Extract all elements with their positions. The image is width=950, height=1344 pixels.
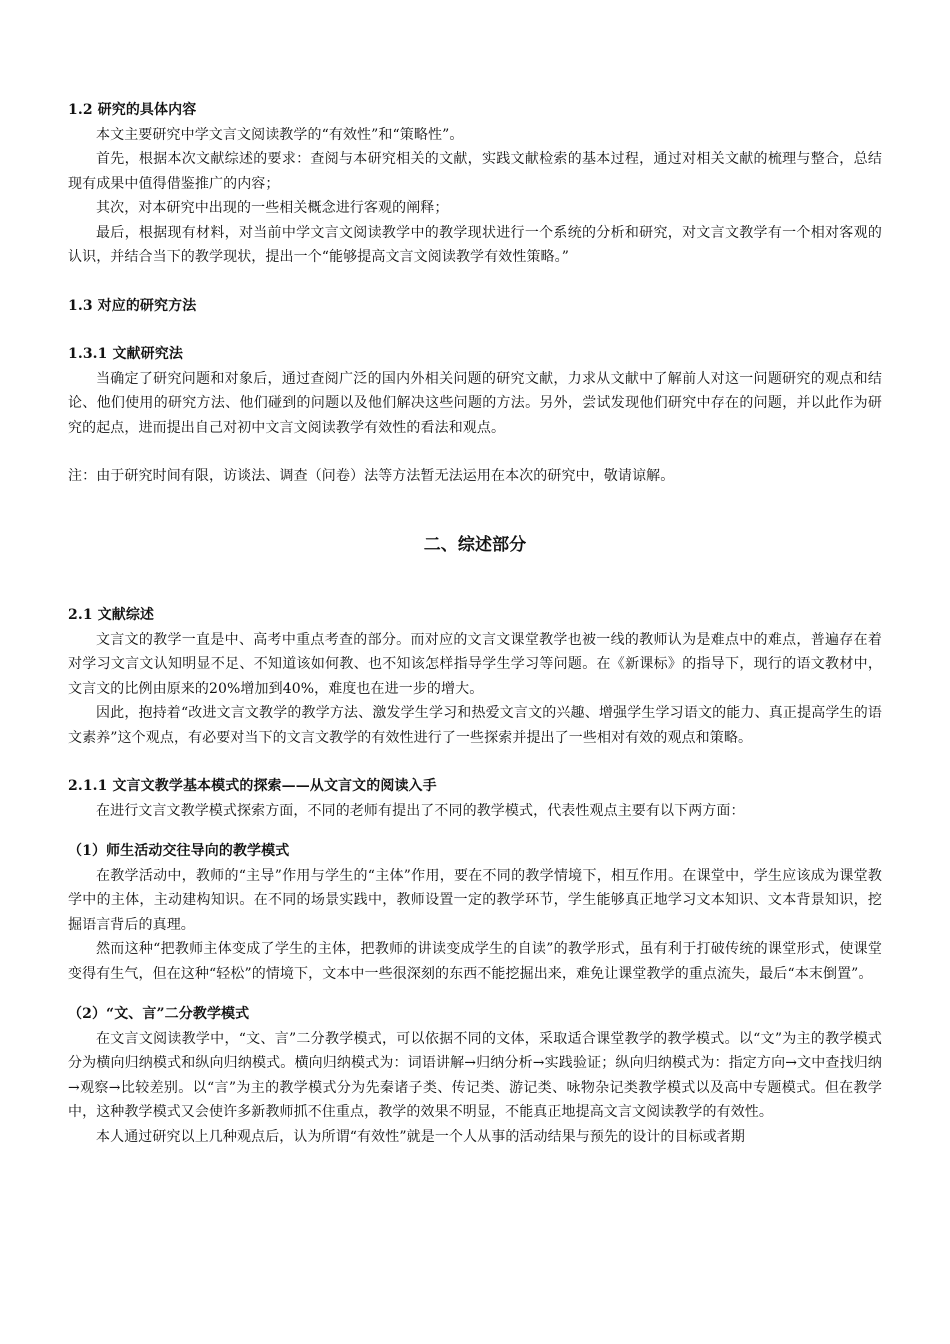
part-title: 二、综述部分 — [423, 534, 527, 555]
paragraph: 当确定了研究问题和对象后，通过查阅广泛的国内外相关问题的研究文献，力求从文献中了解前人对这一问题研究的观点和结论、他们使用的研究方法、他们碰到的问题以及他们解决这些问题的方法。另外，尝试发现他们研究中存在的问题，并以此作为研究的起点，进而提出自己对初中文言文阅读教学有效性的看法和观点。 — [68, 370, 882, 436]
mode-heading-1: （1）师生活动交往导向的教学模式 — [68, 843, 290, 859]
paragraph: 本人通过研究以上几种观点后，认为所谓“有效性”就是一个人从事的活动结果与预先的设计的目标或者期 — [96, 1128, 746, 1145]
paragraph: 首先，根据本次文献综述的要求：查阅与本研究相关的文献，实践文献检索的基本过程，通过对相关文献的梳理与整合，总结现有成果中值得借鉴推广的内容； — [68, 151, 882, 192]
note-paragraph: 注：由于研究时间有限，访谈法、调查（问卷）法等方法暂无法运用在本次的研究中，敬请谅解。 — [68, 468, 675, 484]
paragraph: 最后，根据现有材料，对当前中学文言文阅读教学中的教学现状进行一个系统的分析和研究，对文言文教学有一个相对客观的认识，并结合当下的教学现状，提出一个“能够提高文言文阅读教学有效性策略。” — [68, 224, 882, 265]
paragraph: 因此，抱持着“改进文言文教学的教学方法、激发学生学习和热爱文言文的兴趣、增强学生学习语文的能力、真正提高学生的语文素养”这个观点，有必要对当下的文言文教学的有效性进行了一些探索并提出了一些相对有效的观点和策略。 — [68, 705, 882, 746]
paragraph: 其次，对本研究中出现的一些相关概念进行客观的阐释； — [96, 200, 449, 216]
mode-heading-2: （2）“文、言”二分教学模式 — [68, 1006, 250, 1022]
paragraph: 在教学活动中，教师的“主导”作用与学生的“主体”作用，要在不同的教学情境下，相互作用。在课堂中，学生应该成为课堂教学中的主体，主动建构知识。在不同的场景实践中，教师设置一定的教学环节，学生能够真正地学习文本知识、文本背景知识，挖掘语言背后的真理。 — [68, 867, 882, 933]
paragraph: 在进行文言文教学模式探索方面，不同的老师有提出了不同的教学模式，代表性观点主要有以下两方面： — [96, 802, 745, 819]
section-heading-1-3: 1.3 对应的研究方法 — [68, 297, 197, 314]
paragraph: 在文言文阅读教学中，“文、言”二分教学模式，可以依据不同的文体，采取适合课堂教学的教学模式。以“文”为主的教学模式分为横向归纳模式和纵向归纳模式。横向归纳模式为：词语讲解→归纳分析→实践验证；纵向归纳模式为：指定方向→文中查找归纳→观察→比较差别。以“言”为主的教学模式分为先秦诸子类、传记类、游记类、咏物杂记类教学模式以及高中专题模式。但在教学中，这种教学模式又会使许多新教师抓不住重点，教学的效果不明显，不能真正地提高文言文阅读教学的有效性。 — [68, 1030, 882, 1120]
paragraph: 本文主要研究中学文言文阅读教学的“有效性”和“策略性”。 — [96, 126, 464, 143]
section-heading-1-2: 1.2 研究的具体内容 — [68, 102, 197, 118]
paragraph: 然而这种“把教师主体变成了学生的主体，把教师的讲读变成学生的自读”的教学形式，虽有利于打破传统的课堂形式，使课堂变得有生气，但在这种“轻松”的情境下，文本中一些很深刻的东西不能挖掘出来，难免让课堂教学的重点流失，最后“本末倒置”。 — [68, 941, 882, 982]
section-heading-1-3-1: 1.3.1 文献研究法 — [68, 346, 183, 362]
section-heading-2-1-1: 2.1.1 文言文教学基本模式的探索——从文言文的阅读入手 — [68, 778, 437, 794]
document-page — [68, 98, 882, 1149]
paragraph: 文言文的教学一直是中、高考中重点考查的部分。而对应的文言文课堂教学也被一线的教师认为是难点中的难点，普遍存在着对学习文言文认知明显不足、不知道该如何教、也不知该怎样指导学生学习等问题。在《新课标》的指导下，现行的语文教材中，文言文的比例由原来的20%增加到40%，难度也在进一步的增大。 — [68, 631, 882, 697]
section-heading-2-1: 2.1 文献综述 — [68, 607, 155, 623]
